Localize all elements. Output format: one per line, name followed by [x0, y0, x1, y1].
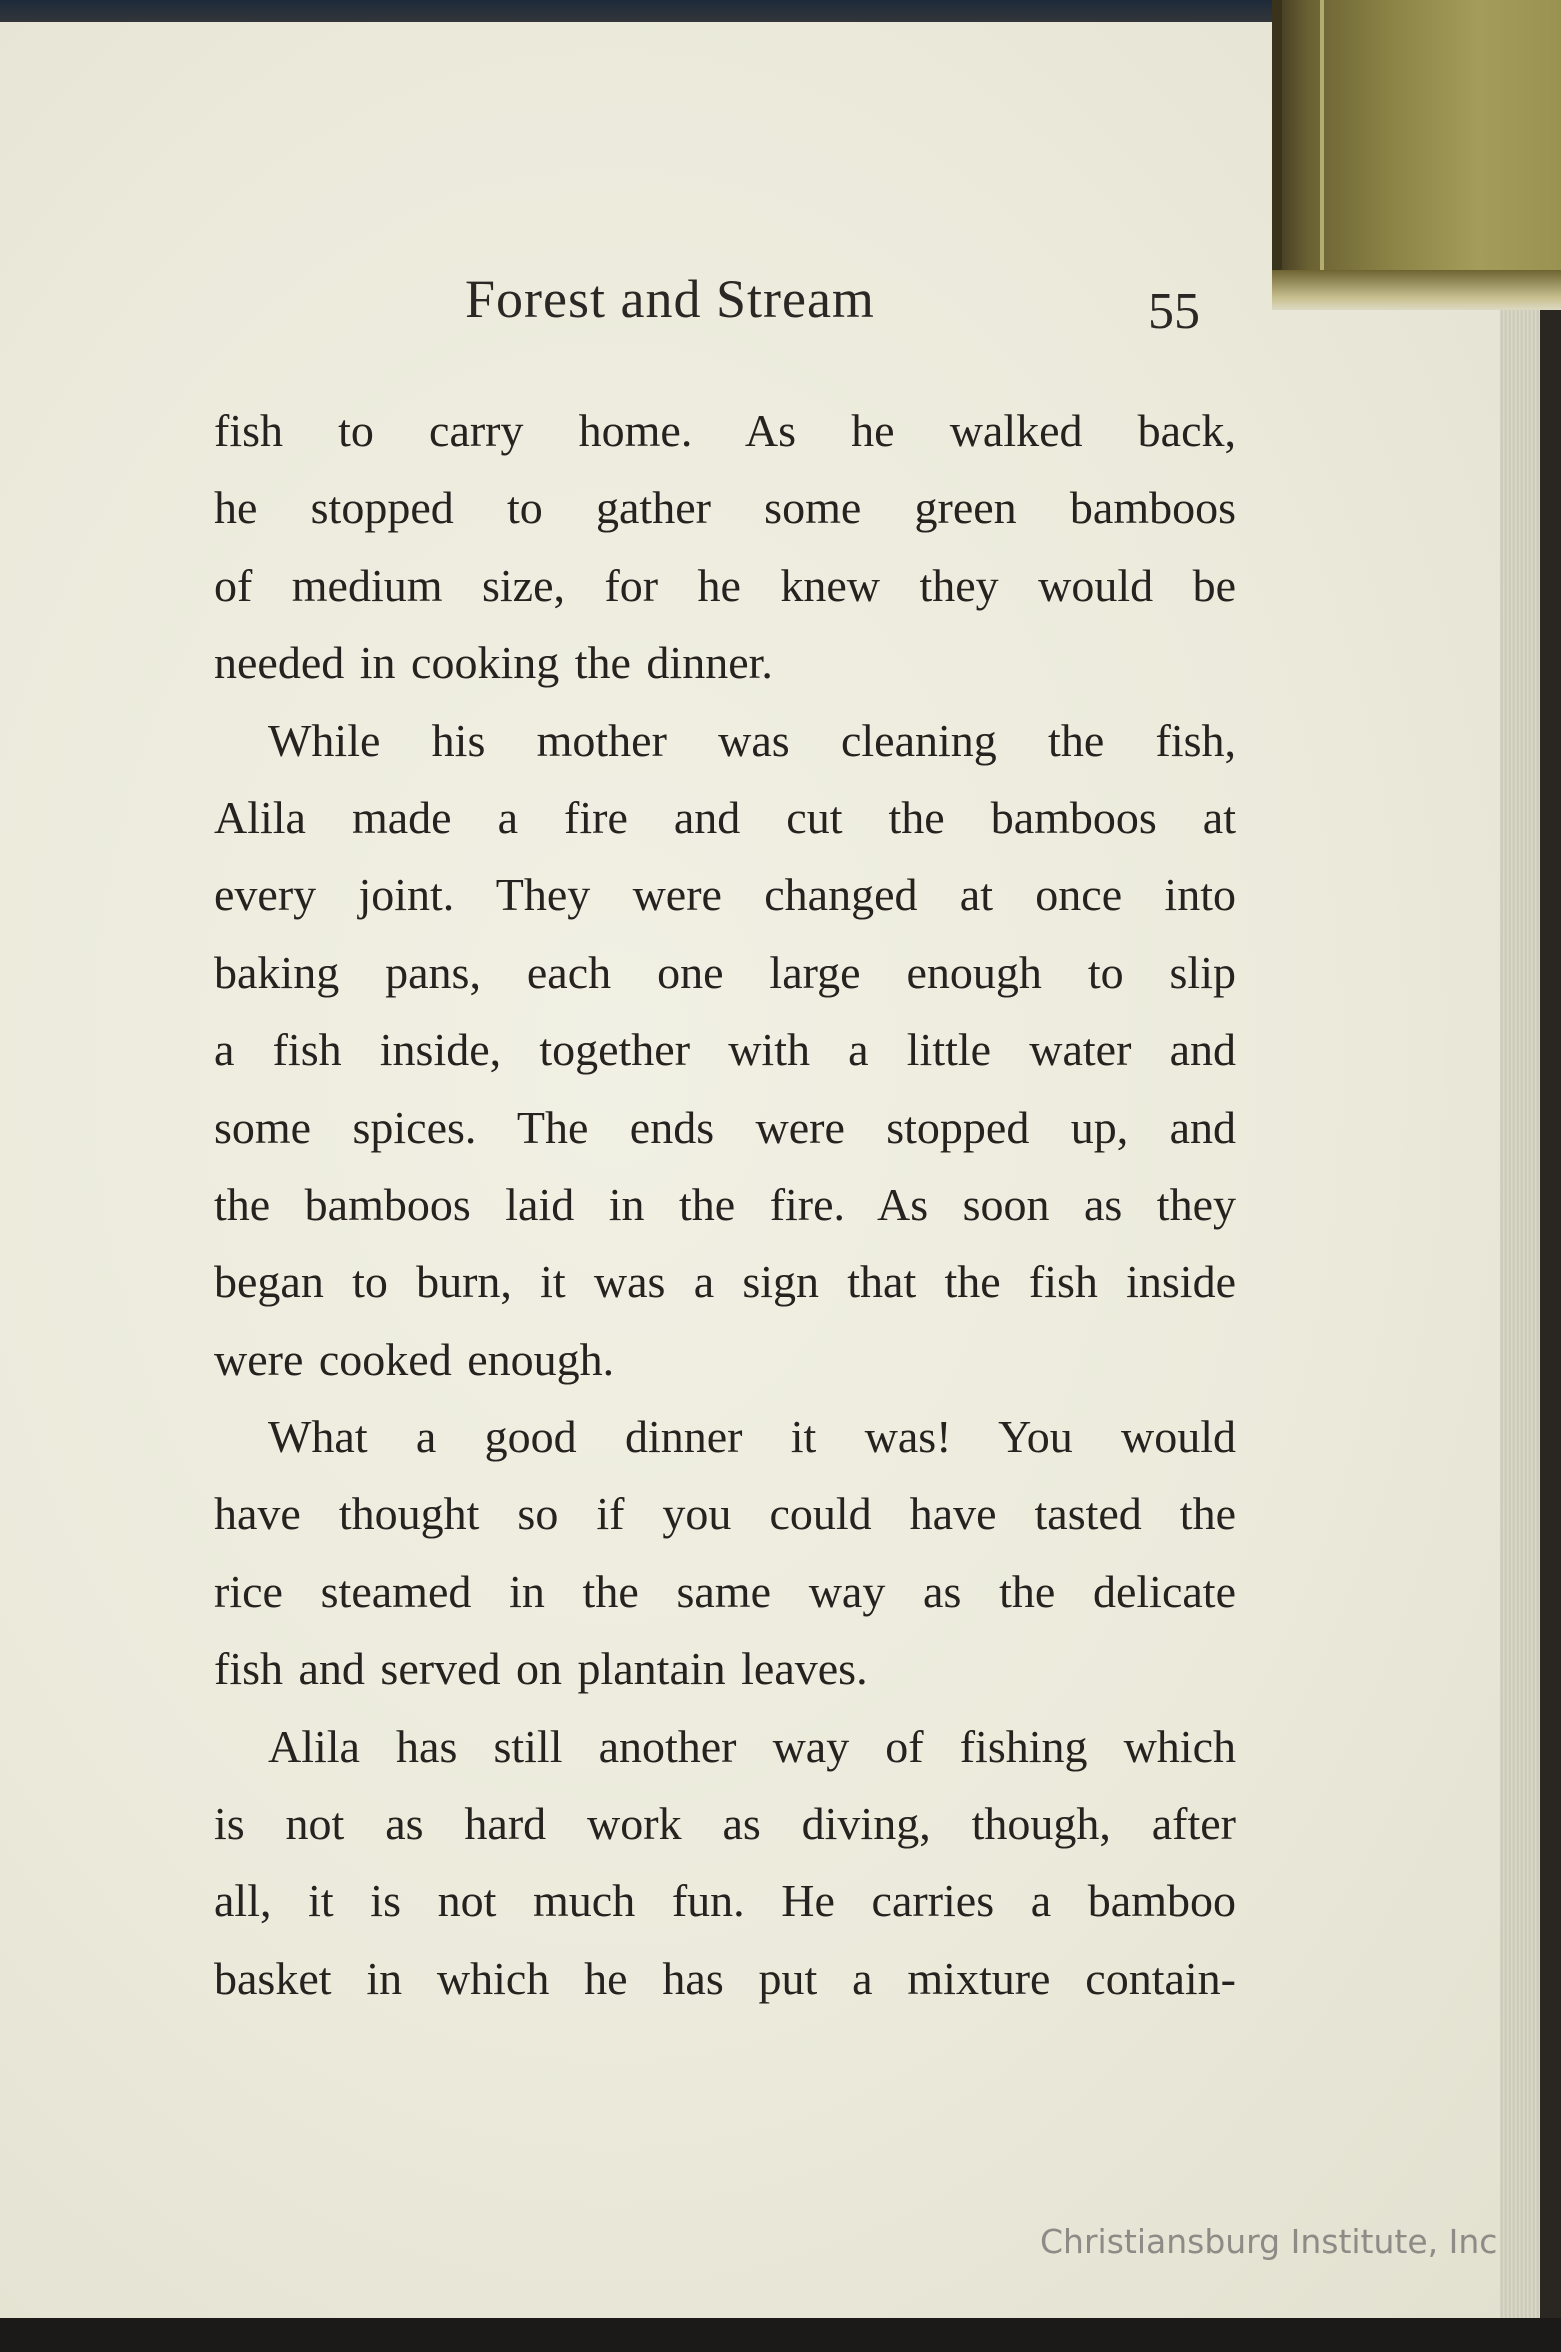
- text-line: fish to carry home. As he walked back,: [214, 405, 1236, 456]
- text-line: the bamboos laid in the fire. As soon as they: [214, 1178, 1236, 1230]
- text-line: have thought so if you could have tasted the: [214, 1488, 1236, 1540]
- text-line: Alila made a fire and cut the bamboos at: [214, 791, 1236, 843]
- background-bottom: [0, 2318, 1561, 2352]
- text-line: baking pans, each one large enough to slip: [214, 946, 1236, 998]
- running-title: Forest and Stream: [465, 269, 875, 329]
- text-line: needed in cooking the dinner.: [214, 637, 773, 689]
- text-line: were cooked enough.: [214, 1333, 615, 1385]
- text-line: fish and served on plantain leaves.: [214, 1643, 868, 1695]
- text-line: basket in which he has put a mixture contain-: [214, 1952, 1236, 2004]
- text-line: What a good dinner it was! You would: [268, 1411, 1236, 1463]
- text-line: is not as hard work as diving, though, after: [214, 1798, 1236, 1850]
- watermark: Christiansburg Institute, Inc: [1040, 2222, 1498, 2261]
- text-line: every joint. They were changed at once into: [214, 869, 1236, 921]
- ribbon-fold: [1272, 270, 1561, 310]
- text-line: rice steamed in the same way as the delicate: [214, 1565, 1236, 1617]
- text-line: a fish inside, together with a little water and: [214, 1024, 1236, 1076]
- text-line: While his mother was cleaning the fish,: [268, 714, 1236, 766]
- page-stack-edge: [1500, 300, 1540, 2320]
- bookmark-ribbon: [1272, 0, 1561, 300]
- text-line: began to burn, it was a sign that the fish inside: [214, 1256, 1236, 1308]
- text-line: of medium size, for he knew they would be: [214, 559, 1236, 611]
- text-line: he stopped to gather some green bamboos: [214, 482, 1236, 534]
- page-number: 55: [1148, 283, 1200, 340]
- text-line: some spices. The ends were stopped up, and: [214, 1101, 1236, 1153]
- text-line: all, it is not much fun. He carries a bamboo: [214, 1875, 1236, 1927]
- body-text: [214, 392, 1236, 2017]
- ribbon-highlight: [1320, 0, 1324, 280]
- text-line: Alila has still another way of fishing which: [268, 1720, 1236, 1772]
